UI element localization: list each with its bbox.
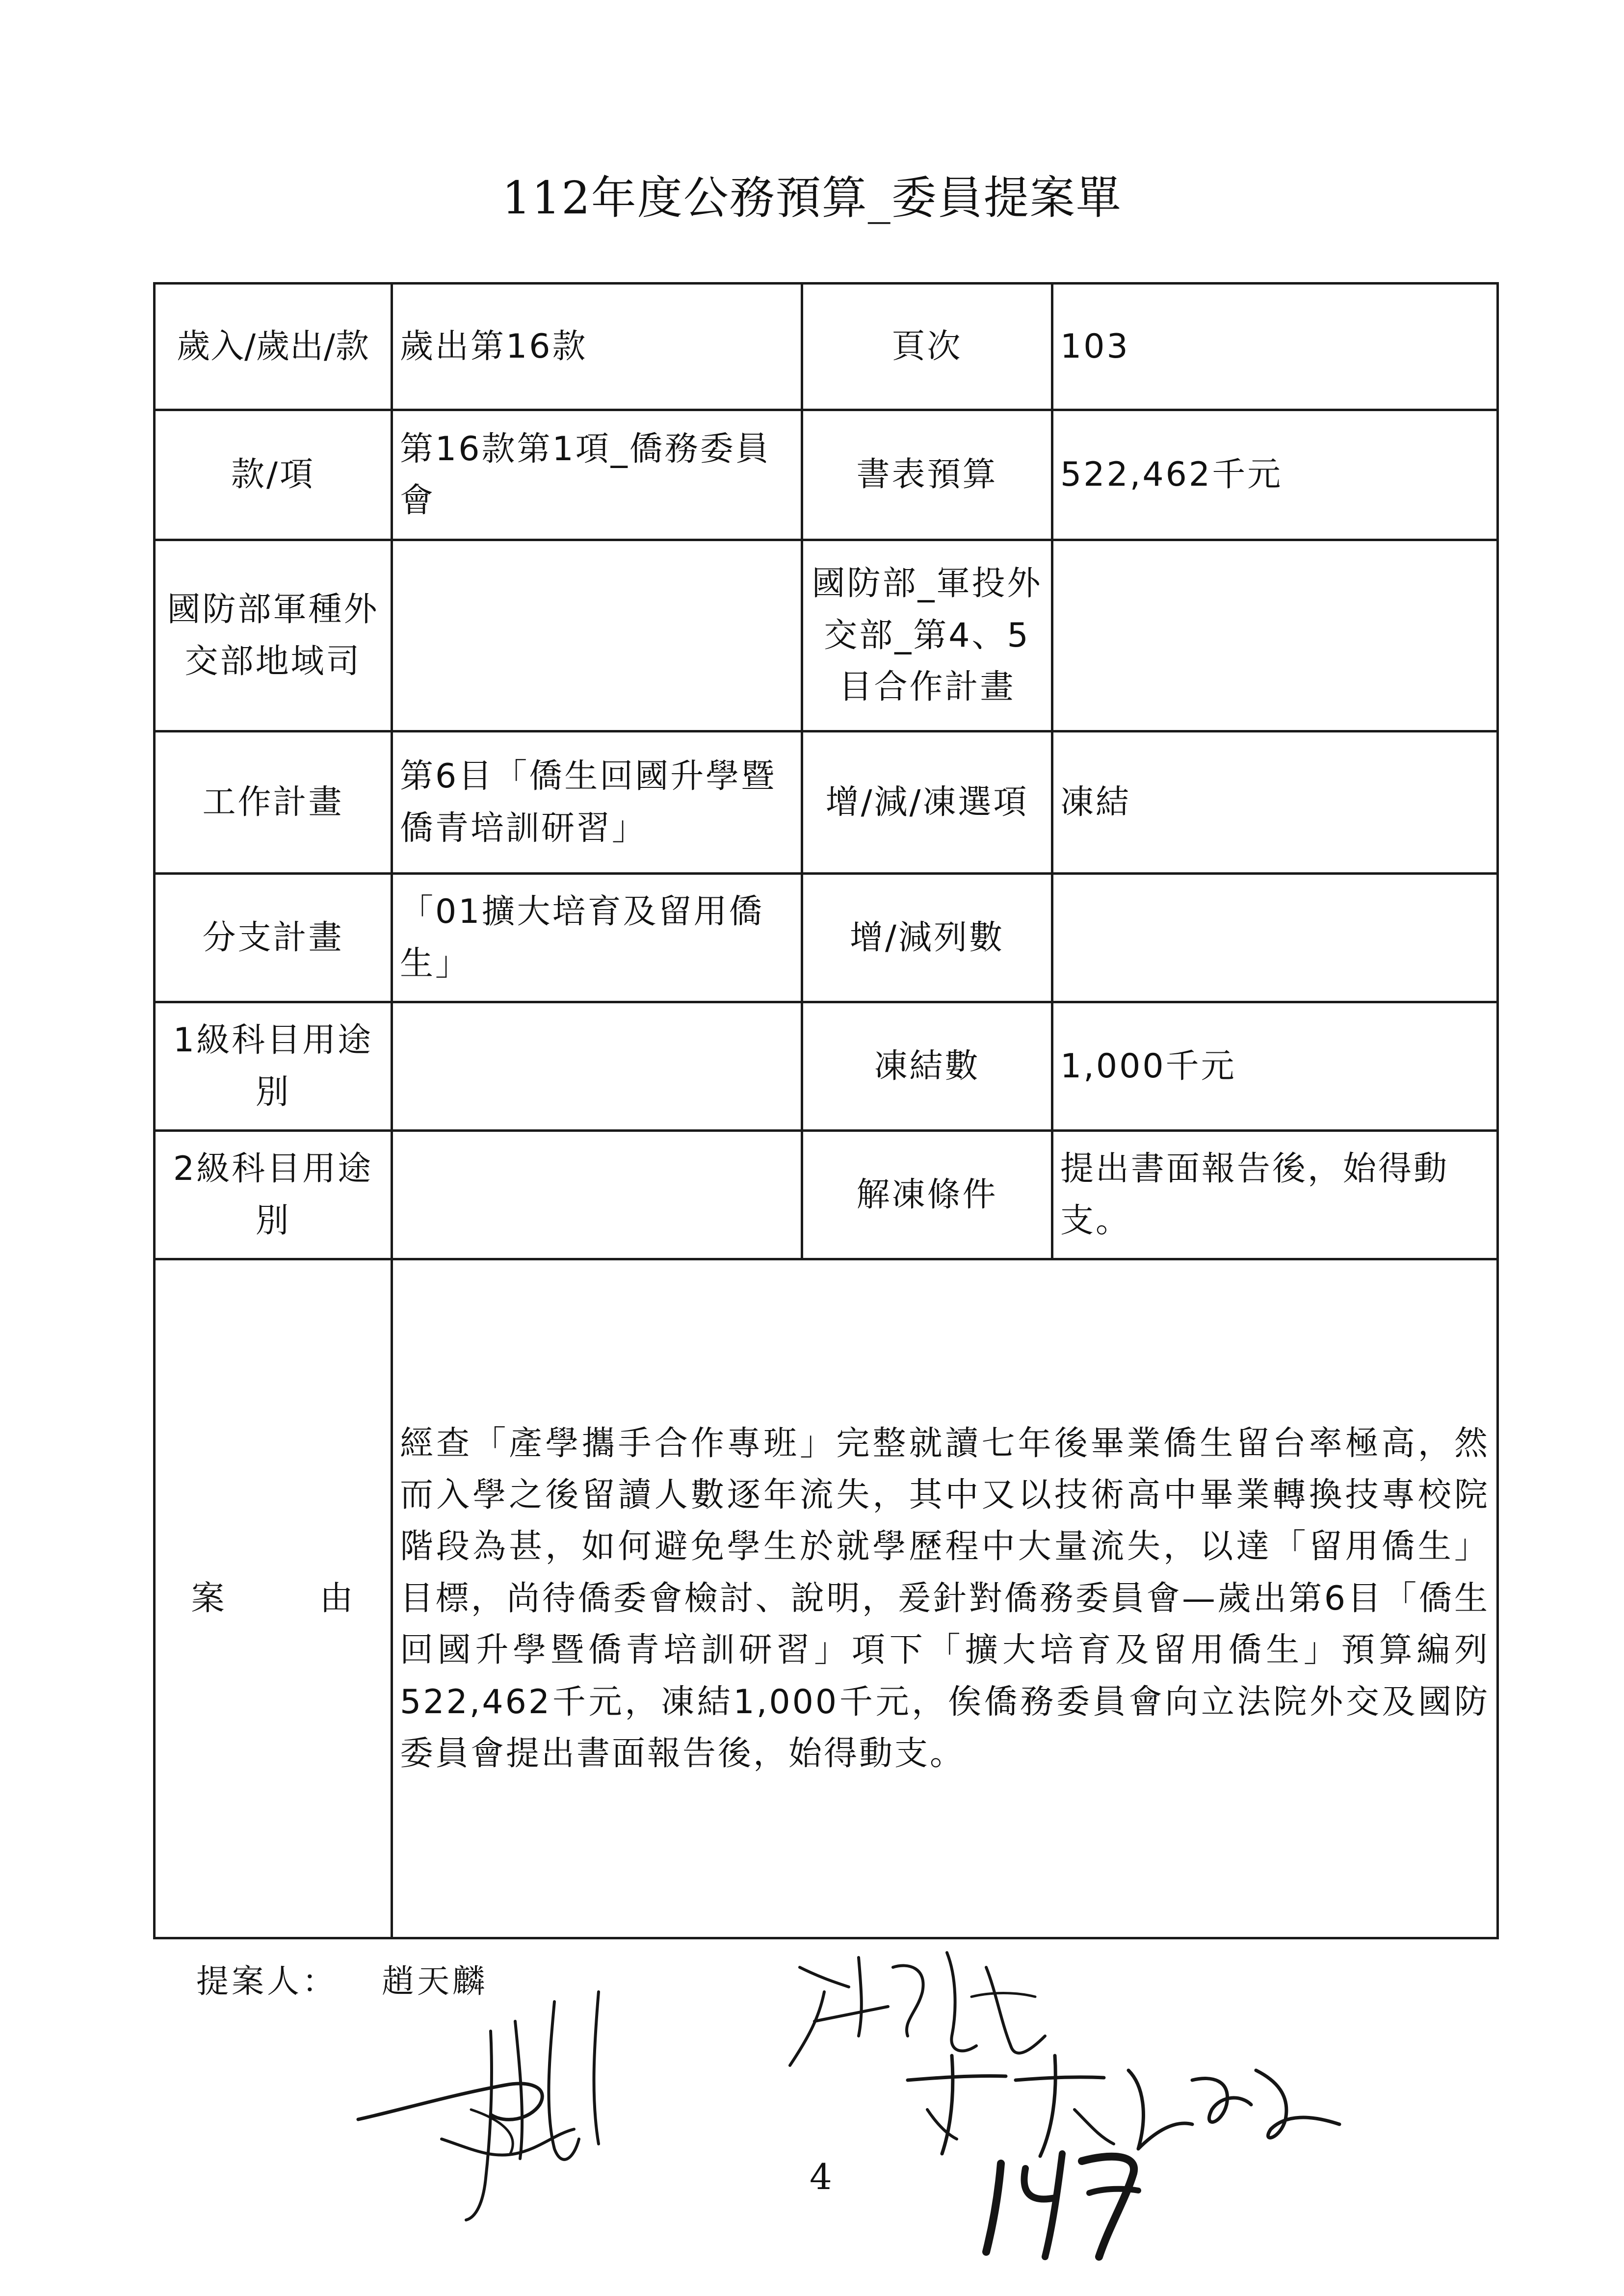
label-level2-subject: 2級科目用途別 — [155, 1131, 392, 1259]
label-revenue-expense: 歲入/歲出/款 — [155, 284, 392, 410]
label-level1-subject: 1級科目用途別 — [155, 1002, 392, 1131]
value-revenue-expense: 歲出第16款 — [392, 284, 802, 410]
reason-text: 經查「產學攜手合作專班」完整就讀七年後畢業僑生留台率極高，然而入學之後留讀人數逐年流失，其中又以技術高中畢業轉換技專校院階段為甚，如何避免學生於就學歷程中大量流失，以達「留用僑生」目標，尚待僑委會檢討、說明，爰針對僑務委員會—歲出第6目「僑生回國升學暨僑青培訓研習」項下「擴大培育及留用僑生」預算編列522,462千元，凍結1,000千元，俟僑務委員會向立法院外交及國防委員會提出書面報告後，始得動支。 — [392, 1259, 1498, 1938]
row-level2-subject — [155, 1131, 1498, 1259]
row-level1-subject — [155, 1002, 1498, 1131]
label-reason — [155, 1259, 392, 1938]
row-reason — [155, 1259, 1498, 1938]
label-reason-a: 案 — [191, 1579, 227, 1618]
label-frozen-amount: 凍結數 — [802, 1002, 1052, 1131]
value-book-budget: 522,462千元 — [1052, 410, 1498, 540]
handwritten-number — [976, 2134, 1153, 2262]
label-book-budget: 書表預算 — [802, 410, 1052, 540]
label-unfreeze-condition: 解凍條件 — [802, 1131, 1052, 1259]
label-adjust-amount: 增/減列數 — [802, 874, 1052, 1002]
row-section — [155, 410, 1498, 540]
value-page: 103 — [1052, 284, 1498, 410]
page-number: 4 — [810, 2156, 832, 2197]
label-section: 款/項 — [155, 410, 392, 540]
label-defense-foreign-dept: 國防部軍種外交部地域司 — [155, 540, 392, 731]
value-section: 第16款第1項_僑務委員會 — [392, 410, 802, 540]
proposal-table — [153, 282, 1499, 1939]
value-level1-subject — [392, 1002, 802, 1131]
proposer-name: 趙天麟 — [382, 1962, 488, 2000]
value-defense-foreign-dept — [392, 540, 802, 731]
label-page: 頁次 — [802, 284, 1052, 410]
row-revenue-expense — [155, 284, 1498, 410]
row-branch-plan — [155, 874, 1498, 1002]
value-frozen-amount: 1,000千元 — [1052, 1002, 1498, 1131]
signature-scribble-left — [343, 1972, 687, 2227]
value-defense-cooperation-plan — [1052, 540, 1498, 731]
value-adjust-amount — [1052, 874, 1498, 1002]
row-defense-foreign — [155, 540, 1498, 731]
value-adjust-option: 凍結 — [1052, 731, 1498, 874]
proposer-label: 提案人： — [196, 1962, 338, 2000]
value-unfreeze-condition: 提出書面報告後，始得動支。 — [1052, 1131, 1498, 1259]
value-work-plan: 第6目「僑生回國升學暨僑青培訓研習」 — [392, 731, 802, 874]
label-adjust-option: 增/減/凍選項 — [802, 731, 1052, 874]
form-title: 112年度公務預算_委員提案單 — [502, 172, 1122, 224]
label-work-plan: 工作計畫 — [155, 731, 392, 874]
label-branch-plan: 分支計畫 — [155, 874, 392, 1002]
label-reason-b: 由 — [319, 1579, 355, 1618]
value-level2-subject — [392, 1131, 802, 1259]
value-branch-plan: 「01擴大培育及留用僑生」 — [392, 874, 802, 1002]
label-defense-cooperation-plan: 國防部_軍投外交部_第4、5目合作計畫 — [802, 540, 1052, 731]
row-work-plan — [155, 731, 1498, 874]
